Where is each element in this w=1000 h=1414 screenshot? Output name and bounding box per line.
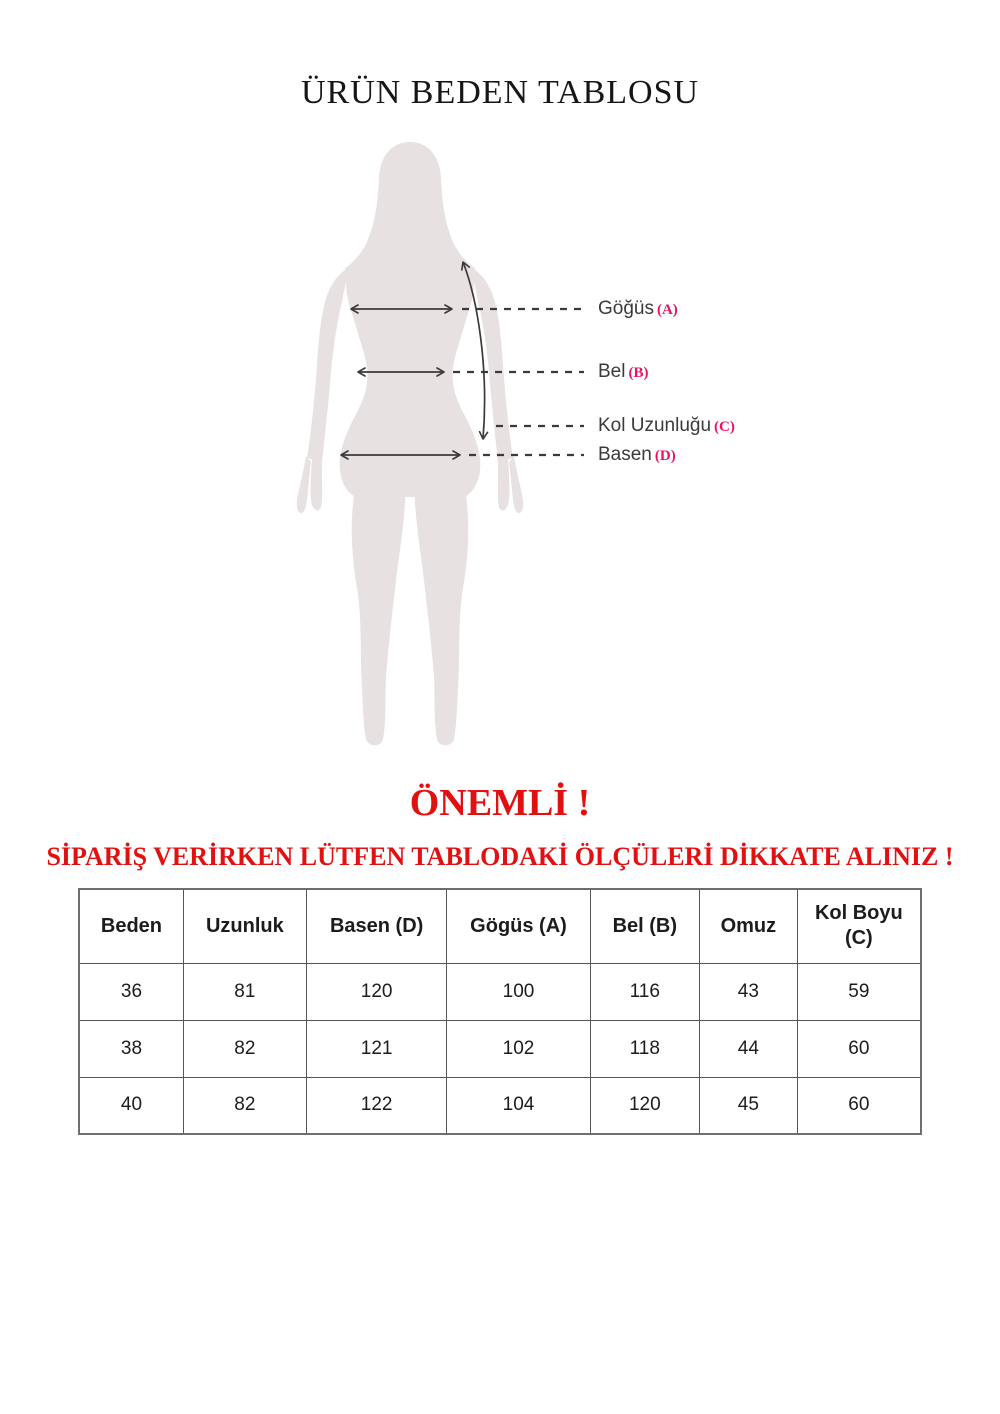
female-silhouette-icon <box>297 142 524 745</box>
cell-kol-boyu: 60 <box>797 1020 921 1077</box>
cell-uzunluk: 82 <box>183 1077 306 1134</box>
measure-label-bel <box>598 360 648 384</box>
cell-basen: 120 <box>306 963 447 1020</box>
cell-omuz: 43 <box>700 963 798 1020</box>
col-header-kol-boyu: Kol Boyu (C) <box>797 889 921 963</box>
cell-uzunluk: 82 <box>183 1020 306 1077</box>
cell-gogus: 100 <box>447 963 590 1020</box>
measure-letter-a: (A) <box>656 302 678 318</box>
cell-gogus: 102 <box>447 1020 590 1077</box>
size-table-row-38 <box>79 1020 921 1077</box>
size-table <box>78 888 922 1135</box>
page-title: ÜRÜN BEDEN TABLOSU <box>300 74 700 111</box>
measure-label-kol-uzunlugu <box>598 414 735 438</box>
cell-omuz: 44 <box>700 1020 798 1077</box>
cell-bel: 120 <box>590 1077 699 1134</box>
measure-label-basen-text: Basen <box>598 444 652 465</box>
cell-kol-boyu: 60 <box>797 1077 921 1134</box>
col-header-gogus: Gögüs (A) <box>447 889 590 963</box>
body-measurement-diagram <box>292 136 592 752</box>
measure-label-gogus <box>598 297 678 321</box>
col-header-uzunluk: Uzunluk <box>183 889 306 963</box>
cell-bel: 116 <box>590 963 699 1020</box>
measure-label-bel-text: Bel <box>598 361 626 382</box>
measure-letter-c: (C) <box>714 419 735 435</box>
cell-omuz: 45 <box>700 1077 798 1134</box>
size-table-row-36 <box>79 963 921 1020</box>
cell-uzunluk: 81 <box>183 963 306 1020</box>
cell-gogus: 104 <box>447 1077 590 1134</box>
col-header-omuz: Omuz <box>700 889 798 963</box>
size-table-header-row <box>79 889 921 963</box>
size-table-row-40 <box>79 1077 921 1134</box>
col-header-basen: Basen (D) <box>306 889 447 963</box>
measure-label-basen <box>598 443 676 467</box>
cell-beden: 40 <box>79 1077 183 1134</box>
col-header-beden: Beden <box>79 889 183 963</box>
cell-beden: 36 <box>79 963 183 1020</box>
warning-text: SİPARİŞ VERİRKEN LÜTFEN TABLODAKİ ÖLÇÜLERİ DİKKATE ALINIZ ! <box>46 842 954 871</box>
cell-basen: 122 <box>306 1077 447 1134</box>
col-header-bel: Bel (B) <box>590 889 699 963</box>
important-heading: ÖNEMLİ ! <box>409 782 591 824</box>
measure-label-gogus-text: Göğüs <box>598 298 654 319</box>
cell-beden: 38 <box>79 1020 183 1077</box>
cell-basen: 121 <box>306 1020 447 1077</box>
measure-letter-b: (B) <box>628 365 649 381</box>
measure-label-kol-text: Kol Uzunluğu <box>598 415 712 436</box>
cell-bel: 118 <box>590 1020 699 1077</box>
measure-letter-d: (D) <box>654 448 676 464</box>
cell-kol-boyu: 59 <box>797 963 921 1020</box>
